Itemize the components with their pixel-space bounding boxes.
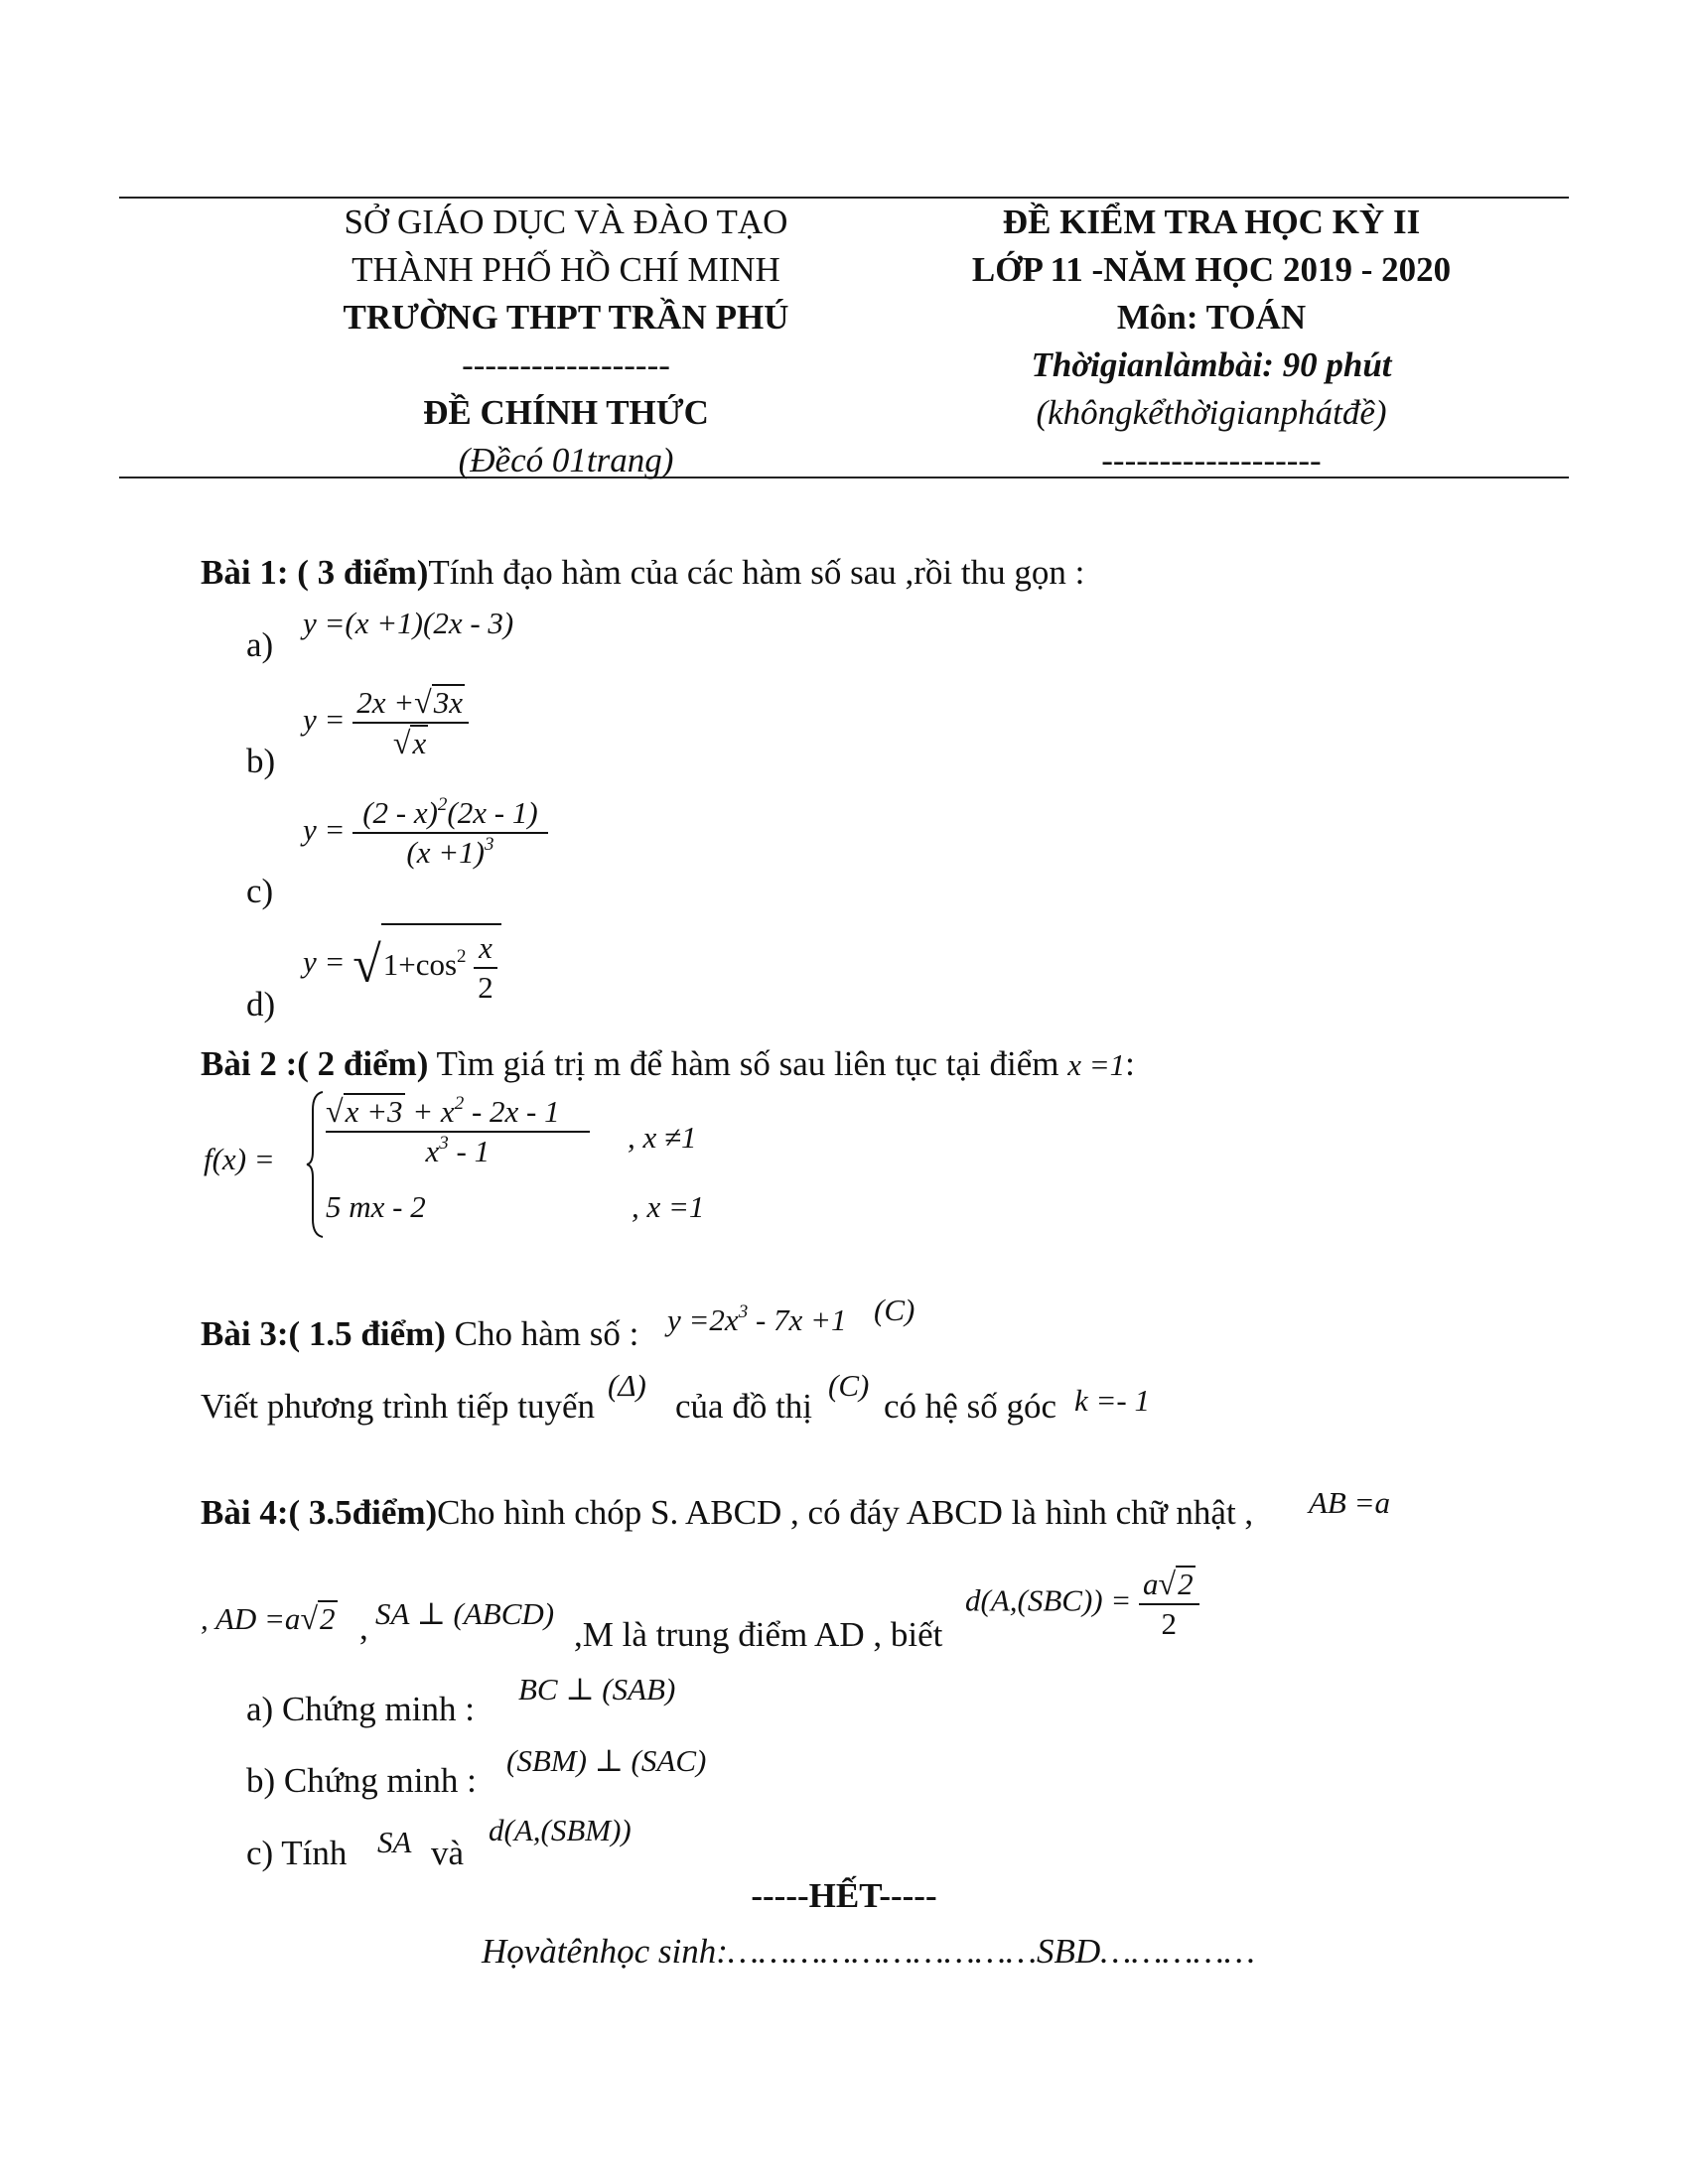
bai4-b-label: b) Chứng minh :	[246, 1761, 477, 1800]
bai3-line2-a: Viết phương trình tiếp tuyến	[201, 1387, 595, 1426]
bai2-colon: :	[1125, 1044, 1135, 1083]
bai3-curve2: (C)	[828, 1368, 870, 1403]
bai3-formula-a: y =2x	[667, 1302, 739, 1337]
bai4-ad-radicand: 2	[320, 1601, 336, 1636]
header-left	[248, 199, 884, 484]
bai2-case1-cond: , x ≠1	[628, 1120, 697, 1155]
bai4-ab: AB =a	[1309, 1485, 1391, 1520]
bai2-case1-den-tail: - 1	[448, 1134, 491, 1168]
bai2-case1-tail: + x	[404, 1094, 455, 1129]
bai4-text: Cho hình chóp S. ABCD , có đáy ABCD là hình chữ nhật ,	[437, 1493, 1254, 1532]
bai3-curve: (C)	[874, 1293, 915, 1327]
bai1-b-fraction: $\frac{2x +√3x}{√x}$	[352, 683, 469, 762]
bai3-title: Bài 3:( 1.5 điểm)	[201, 1314, 446, 1353]
bai1-c-y: y =	[303, 812, 346, 848]
bai2-case1-fraction: $\frac{√x +3 + x^2 - 2x - 1}{x^3 - 1}$	[326, 1092, 590, 1170]
bai2-text: Tìm giá trị m để hàm số sau liên tục tại điểm	[428, 1044, 1068, 1083]
bai4-a-label: a) Chứng minh :	[246, 1690, 475, 1728]
bai4-sa-perp: SA ⊥ (ABCD)	[375, 1596, 555, 1631]
bai1-c-den-exp: 3	[484, 834, 494, 855]
bai4-ad-a: , AD =a	[201, 1601, 301, 1636]
exam-duration: Thờigianlàmbài: 90 phút	[1031, 345, 1392, 384]
official-label: ĐỀ CHÍNH THỨC	[423, 393, 709, 432]
bai3-text: Cho hàm số :	[445, 1314, 639, 1353]
bai1-c-formula	[303, 794, 548, 872]
bai1-b-y: y =	[303, 702, 346, 738]
bai1-d-label: d)	[246, 985, 276, 1024]
bai3-delta: (Δ)	[608, 1368, 646, 1403]
bai1-c-num-tail: (2x - 1)	[447, 795, 538, 830]
bai2-case2-cond: , x =1	[632, 1189, 705, 1224]
bai1-c-fraction	[352, 794, 547, 872]
bai1-d-frac-den: 2	[478, 970, 493, 1005]
bai1-c-num-exp: 2	[437, 794, 448, 815]
bai2-case1-den: x	[425, 1134, 440, 1168]
exam-subject: Môn: TOÁN	[1116, 298, 1307, 337]
bai4-b-formula: (SBM) ⊥ (SAC)	[506, 1743, 707, 1778]
department-name: SỞ GIÁO DỤC VÀ ĐÀO TẠO	[344, 203, 788, 241]
bai4-c-label: c) Tính	[246, 1834, 348, 1872]
bai1-d-exp: 2	[457, 946, 467, 968]
bai1-d-fraction	[474, 929, 497, 1007]
bai1-c-den: (x +1)	[406, 835, 485, 870]
bai1-d-inner: 1+cos	[382, 947, 458, 983]
city-name: THÀNH PHỐ HỒ CHÍ MINH	[352, 250, 780, 289]
bai2-case1-den-exp: 3	[439, 1133, 449, 1154]
bai4-a-formula: BC ⊥ (SAB)	[518, 1672, 676, 1706]
exam-duration-note: (khôngkểthờigianphátđề)	[1036, 393, 1387, 432]
exam-title: ĐỀ KIỂM TRA HỌC KỲ II	[1002, 203, 1421, 241]
bai3-formula-exp: 3	[738, 1301, 749, 1322]
bai3-formula	[667, 1302, 846, 1338]
bai3-slope: k =- 1	[1074, 1383, 1151, 1418]
bai4-dist-fraction: $\frac{a√2}{2}$	[1139, 1565, 1199, 1643]
school-name: TRƯỜNG THPT TRẦN PHÚ	[343, 298, 789, 337]
bai2-case1-tail2: - 2x - 1	[464, 1094, 560, 1129]
bai4-title: Bài 4:( 3.5điểm)	[201, 1493, 438, 1532]
bai3-formula-b: - 7x +1	[748, 1302, 847, 1337]
bai2-title: Bài 2 :( 2 điểm)	[201, 1044, 429, 1083]
bai3-heading	[201, 1312, 638, 1356]
bai1-b-num: 2x +	[356, 685, 415, 720]
bai4-dist-den: 2	[1161, 1606, 1178, 1641]
bai4-ad: , AD =a√2	[201, 1600, 336, 1636]
bai2-case1	[326, 1092, 590, 1170]
bai3-line2-c: có hệ số góc	[884, 1387, 1056, 1426]
bai2-brace	[305, 1090, 325, 1239]
bai2-fx: f(x) =	[204, 1142, 275, 1176]
bai4-comma: ,	[359, 1608, 368, 1647]
bai4-dist-num: a	[1143, 1567, 1159, 1601]
bai1-d-y: y =	[303, 944, 346, 980]
bai1-heading	[201, 551, 1084, 595]
bai4-c-and: và	[431, 1834, 465, 1872]
bai1-c-num: (2 - x)	[362, 795, 438, 830]
bai1-text: Tính đạo hàm của các hàm số sau ,rồi thu gọn :	[428, 553, 1085, 592]
bai4-distance	[965, 1565, 1199, 1643]
bai1-b-den-radicand: x	[412, 726, 427, 760]
bai2-case1-exp: 2	[454, 1093, 465, 1114]
bai1-d-formula: $y = √1+\cos^2$ $\frac{x}{2}$	[303, 923, 501, 1007]
bai1-a-formula: y =(x +1)(2x - 3)	[303, 606, 514, 640]
bai3-line2-b: của đồ thị	[675, 1387, 813, 1426]
exam-grade-year: LỚP 11 -NĂM HỌC 2019 - 2020	[971, 250, 1452, 289]
bai4-c-sa: SA	[377, 1825, 412, 1859]
bai4-mid-text: ,M là trung điểm AD , biết	[574, 1615, 943, 1654]
bai2-case2: 5 mx - 2	[326, 1189, 426, 1224]
bai1-b-formula	[303, 683, 469, 762]
bai2-case1-radicand: x +3	[345, 1094, 403, 1129]
bai1-c-label: c)	[246, 872, 274, 910]
bai1-b-num-radicand: 3x	[433, 685, 463, 720]
bai4-dist-num-radicand: 2	[1178, 1567, 1194, 1601]
bai4-heading	[201, 1491, 1253, 1535]
bai1-d-frac-num: x	[474, 929, 497, 969]
bai1-title: Bài 1: ( 3 điểm)	[201, 553, 429, 592]
header-right	[894, 199, 1529, 484]
bai2-heading	[201, 1042, 1135, 1087]
right-divider: -------------------	[1101, 441, 1322, 479]
student-info-line: Họvàtênhọc sinh:…………………………SBD……………	[482, 1932, 1255, 1971]
bai4-dist-lhs: d(A,(SBC)) =	[965, 1582, 1132, 1618]
page-count: (Đềcó 01trang)	[458, 441, 674, 479]
bai4-c-formula: d(A,(SBM))	[489, 1813, 632, 1847]
left-divider: ------------------	[462, 345, 670, 384]
bai2-point: x =1	[1067, 1047, 1126, 1082]
bai1-a-label: a)	[246, 625, 274, 664]
bai1-b-label: b)	[246, 742, 276, 780]
end-marker: -----HẾT-----	[751, 1876, 937, 1915]
